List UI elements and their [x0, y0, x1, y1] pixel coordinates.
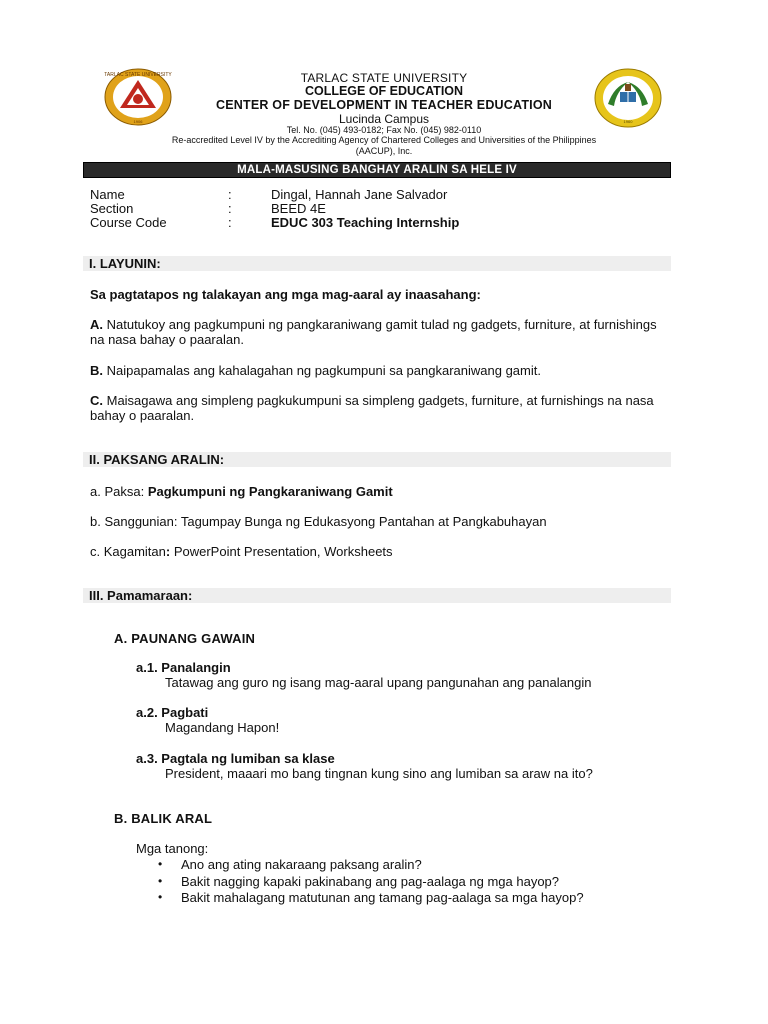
item-text: Naipapamalas ang kahalagahan ng pagkumpuni sa pangkaraniwang gamit.: [103, 363, 541, 378]
section-pamamaraan: [83, 588, 671, 603]
item-text: Maisagawa ang simpleng pagkukumpuni sa simpleng gadgets, furniture, at furnishings na nasa bahay o paaralan.: [90, 393, 654, 423]
info-label-course-code: Course Code: [90, 215, 167, 230]
pagbati-text: Magandang Hapon!: [165, 720, 280, 735]
item-text: Natutukoy ang pagkumpuni ng pangkaraniwang gamit tulad ng gadgets, furniture, at furnishings na nasa bahay o paaralan.: [90, 317, 657, 347]
section-heading: I. LAYUNIN:: [89, 256, 161, 271]
tsu-logo-year: 1906: [133, 119, 143, 124]
bullet-icon: •: [158, 890, 163, 904]
info-colon: :: [228, 187, 232, 202]
layunin-item-a: [90, 317, 674, 347]
balik-aral-heading: B. BALIK ARAL: [114, 811, 213, 826]
question-item: Bakit mahalagang matutunan ang tamang pag-aalaga sa mga hayop?: [181, 890, 584, 905]
campus-name: Lucinda Campus: [338, 112, 430, 126]
kagamitan-value: PowerPoint Presentation, Worksheets: [170, 544, 393, 559]
lesson-plan-title: MALA-MASUSING BANGHAY ARALIN SA HELE IV: [83, 162, 671, 178]
info-label-name: Name: [90, 187, 125, 202]
layunin-intro: Sa pagtatapos ng talakayan ang mga mag-aaral ay inaasahang:: [90, 287, 481, 302]
item-letter: B.: [90, 363, 103, 378]
info-value-name: Dingal, Hannah Jane Salvador: [271, 187, 448, 202]
item-letter: C.: [90, 393, 103, 408]
pagtala-title: a.3. Pagtala ng lumiban sa klase: [136, 751, 335, 766]
question-item: Ano ang ating nakaraang paksang aralin?: [181, 857, 422, 872]
university-name: TARLAC STATE UNIVERSITY: [300, 71, 468, 85]
bullet-icon: •: [158, 857, 163, 871]
section-heading: III. Pamamaraan:: [89, 588, 193, 603]
section-layunin: [83, 256, 671, 271]
kagamitan-label: c. Kagamitan: [90, 544, 166, 559]
pagtala-text: President, maaari mo bang tingnan kung sino ang lumiban sa araw na ito?: [165, 766, 593, 781]
paksa-line: [90, 484, 674, 499]
center-name: CENTER OF DEVELOPMENT IN TEACHER EDUCATION: [216, 98, 552, 112]
info-colon: :: [228, 201, 232, 216]
info-label-section: Section: [90, 201, 134, 216]
college-name: COLLEGE OF EDUCATION: [304, 84, 464, 98]
info-colon: :: [228, 215, 232, 230]
bullet-icon: •: [158, 874, 163, 888]
layunin-item-b: [90, 363, 674, 378]
kagamitan-colon: :: [165, 544, 171, 559]
kagamitan-line: [90, 544, 674, 559]
item-letter: A.: [90, 317, 103, 332]
paksa-label: a. Paksa:: [90, 484, 148, 499]
section-heading: II. PAKSANG ARALIN:: [89, 452, 225, 467]
pagbati-title: a.2. Pagbati: [136, 705, 209, 720]
tsu-logo-text: TARLAC STATE UNIVERSITY: [104, 72, 172, 78]
coe-logo-year: 1960: [623, 119, 633, 124]
info-value-course-code: EDUC 303 Teaching Internship: [271, 215, 460, 230]
info-value-section: BEED 4E: [271, 201, 326, 216]
question-item: Bakit nagging kapaki pakinabang ang pag-aalaga ng mga hayop?: [181, 874, 560, 889]
section-paksang-aralin: [83, 452, 671, 467]
accreditation-text: Re-accredited Level IV by the Accrediting Agency of Chartered Colleges and Universities of the Philippines (AACUP), Inc.: [171, 135, 597, 156]
mga-tanong-label: Mga tanong:: [136, 841, 209, 856]
paksa-value: Pagkumpuni ng Pangkaraniwang Gamit: [147, 484, 393, 499]
sanggunian-line: b. Sanggunian: Tagumpay Bunga ng Edukasyong Pantahan at Pangkabuhayan: [90, 514, 547, 529]
layunin-item-c: [90, 393, 674, 423]
contact-info: Tel. No. (045) 493-0182; Fax No. (045) 982-0110: [286, 125, 482, 135]
panalangin-title: a.1. Panalangin: [136, 660, 231, 675]
paunang-gawain-heading: A. PAUNANG GAWAIN: [114, 631, 256, 646]
panalangin-text: Tatawag ang guro ng isang mag-aaral upang pangunahan ang panalangin: [165, 675, 592, 690]
